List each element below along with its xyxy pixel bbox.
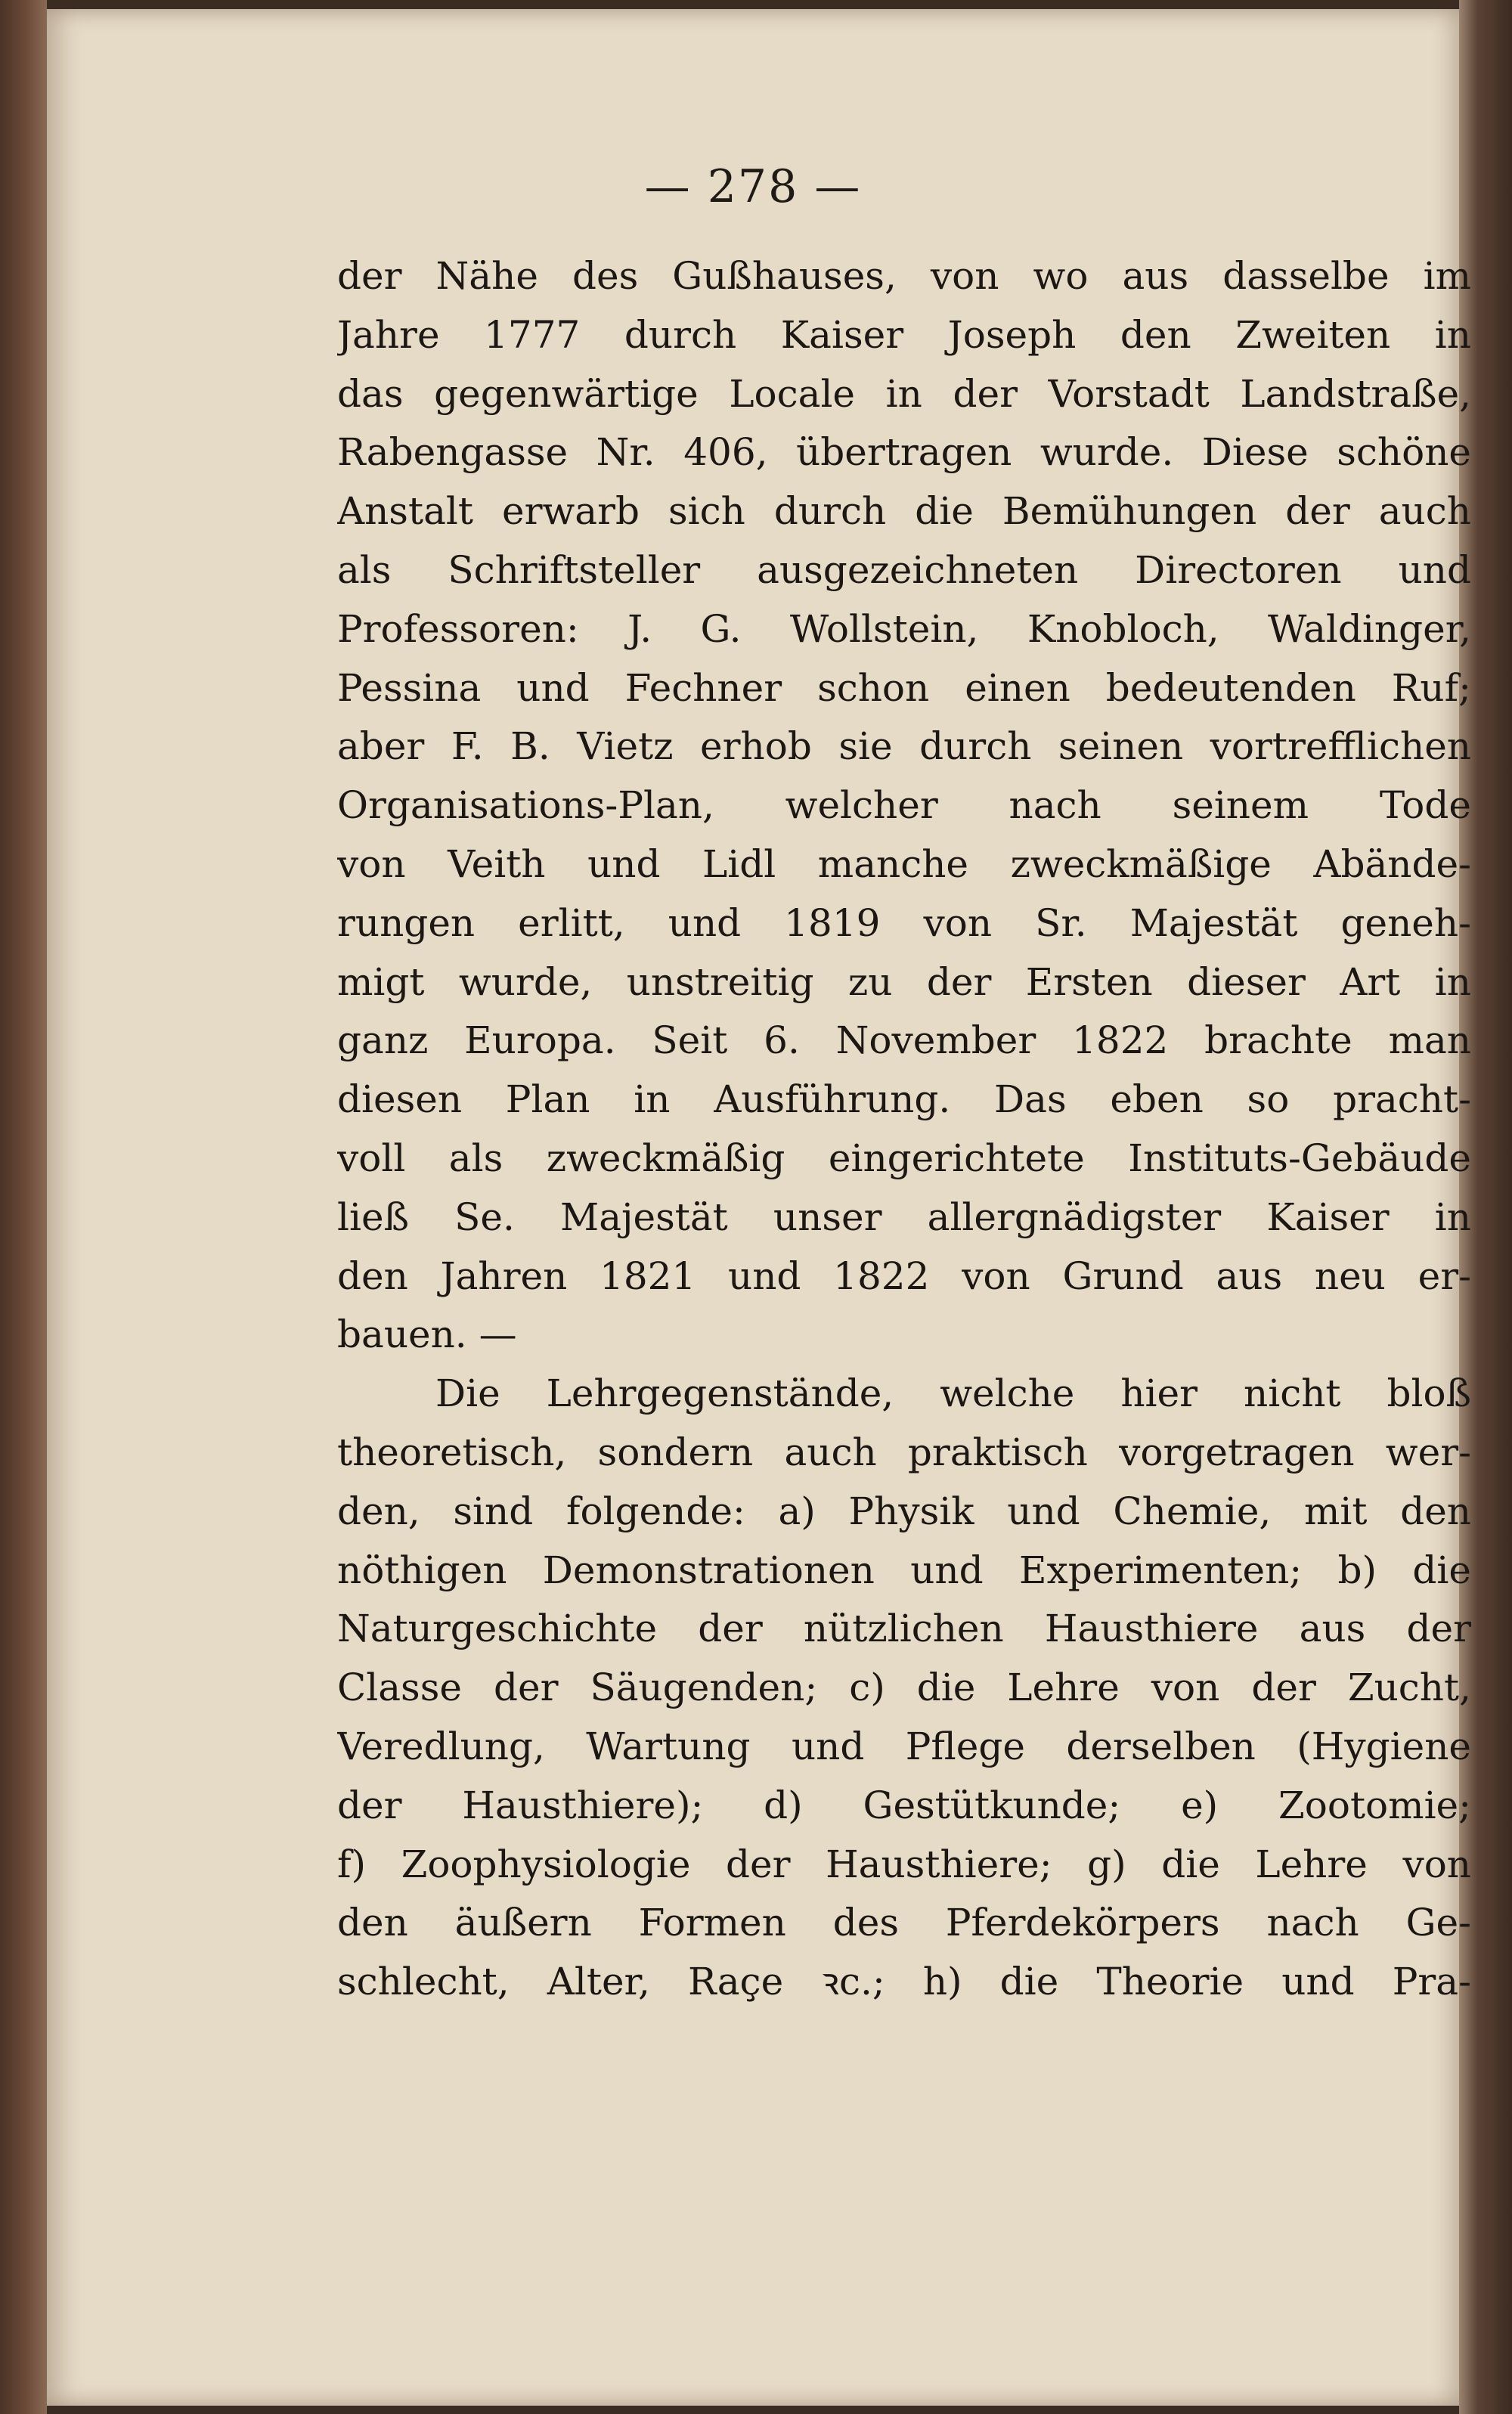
text-line-3: das gegenwärtige Locale in der Vorstadt Landstraße, <box>337 371 1471 416</box>
text-line-1: der Nähe des Gußhauses, von wo aus dasselbe im <box>337 254 1471 298</box>
text-line-27: der Hausthiere); d) Gestütkunde; e) Zootomie; <box>337 1783 1471 1827</box>
text-line-2: Jahre 1777 durch Kaiser Joseph den Zweiten in <box>337 312 1471 357</box>
text-line-4: Rabengasse Nr. 406, übertragen wurde. Diese schöne <box>337 430 1471 475</box>
text-line-8: Pessina und Fechner schon einen bedeutenden Ruf; <box>337 665 1471 710</box>
text-line-9: aber F. B. Vietz erhob sie durch seinen vortrefflichen <box>337 724 1471 769</box>
text-line-10: Organisations-Plan, welcher nach seinem Tode <box>337 783 1471 828</box>
page-number: — 278 — <box>644 160 862 213</box>
text-line-26: Veredlung, Wartung und Pflege derselben (Hygiene <box>337 1724 1471 1768</box>
text-line-25: Classe der Säugenden; c) die Lehre von der Zucht, <box>337 1666 1471 1710</box>
text-line-5: Anstalt erwarb sich durch die Bemühungen der auch <box>337 489 1471 534</box>
text-line-18: den Jahren 1821 und 1822 von Grund aus neu er- <box>337 1253 1471 1298</box>
text-line-6: als Schriftsteller ausgezeichneten Directoren und <box>337 547 1471 592</box>
text-line-7: Professoren: J. G. Wollstein, Knobloch, Waldinger, <box>337 606 1471 651</box>
text-line-16: voll als zweckmäßig eingerichtete Instituts-Gebäude <box>337 1136 1471 1180</box>
text-line-22: den, sind folgende: a) Physik und Chemie, mit den <box>337 1489 1471 1533</box>
text-line-12: rungen erlitt, und 1819 von Sr. Majestät geneh- <box>337 900 1471 945</box>
text-line-23: nöthigen Demonstrationen und Experimenten; b) die <box>337 1548 1471 1592</box>
text-line-28: f) Zoophysiologie der Hausthiere; g) die Lehre von <box>337 1842 1471 1886</box>
text-line-17: ließ Se. Majestät unser allergnädigster Kaiser in <box>337 1195 1471 1239</box>
text-line-13: migt wurde, unstreitig zu der Ersten dieser Art in <box>337 959 1471 1004</box>
text-line-15: diesen Plan in Ausführung. Das eben so pracht- <box>337 1077 1471 1122</box>
text-line-21: theoretisch, sondern auch praktisch vorgetragen wer- <box>337 1430 1471 1474</box>
text-line-11: von Veith und Lidl manche zweckmäßige Abände- <box>337 841 1471 886</box>
text-line-30: schlecht, Alter, Raçe ꝛc.; h) die Theorie und Pra- <box>337 1960 1471 2004</box>
text-line-19: bauen. — <box>337 1312 517 1357</box>
text-line-20: Die Lehrgegenstände, welche hier nicht bloß <box>435 1371 1471 1416</box>
text-line-29: den äußern Formen des Pferdekörpers nach Ge- <box>337 1901 1471 1945</box>
text-line-14: ganz Europa. Seit 6. November 1822 brachte man <box>337 1018 1471 1063</box>
text-line-24: Naturgeschichte der nützlichen Hausthiere aus der <box>337 1607 1471 1651</box>
book-page <box>47 9 1471 2406</box>
book-binding-left <box>0 0 47 2414</box>
body-text <box>337 247 1471 2012</box>
